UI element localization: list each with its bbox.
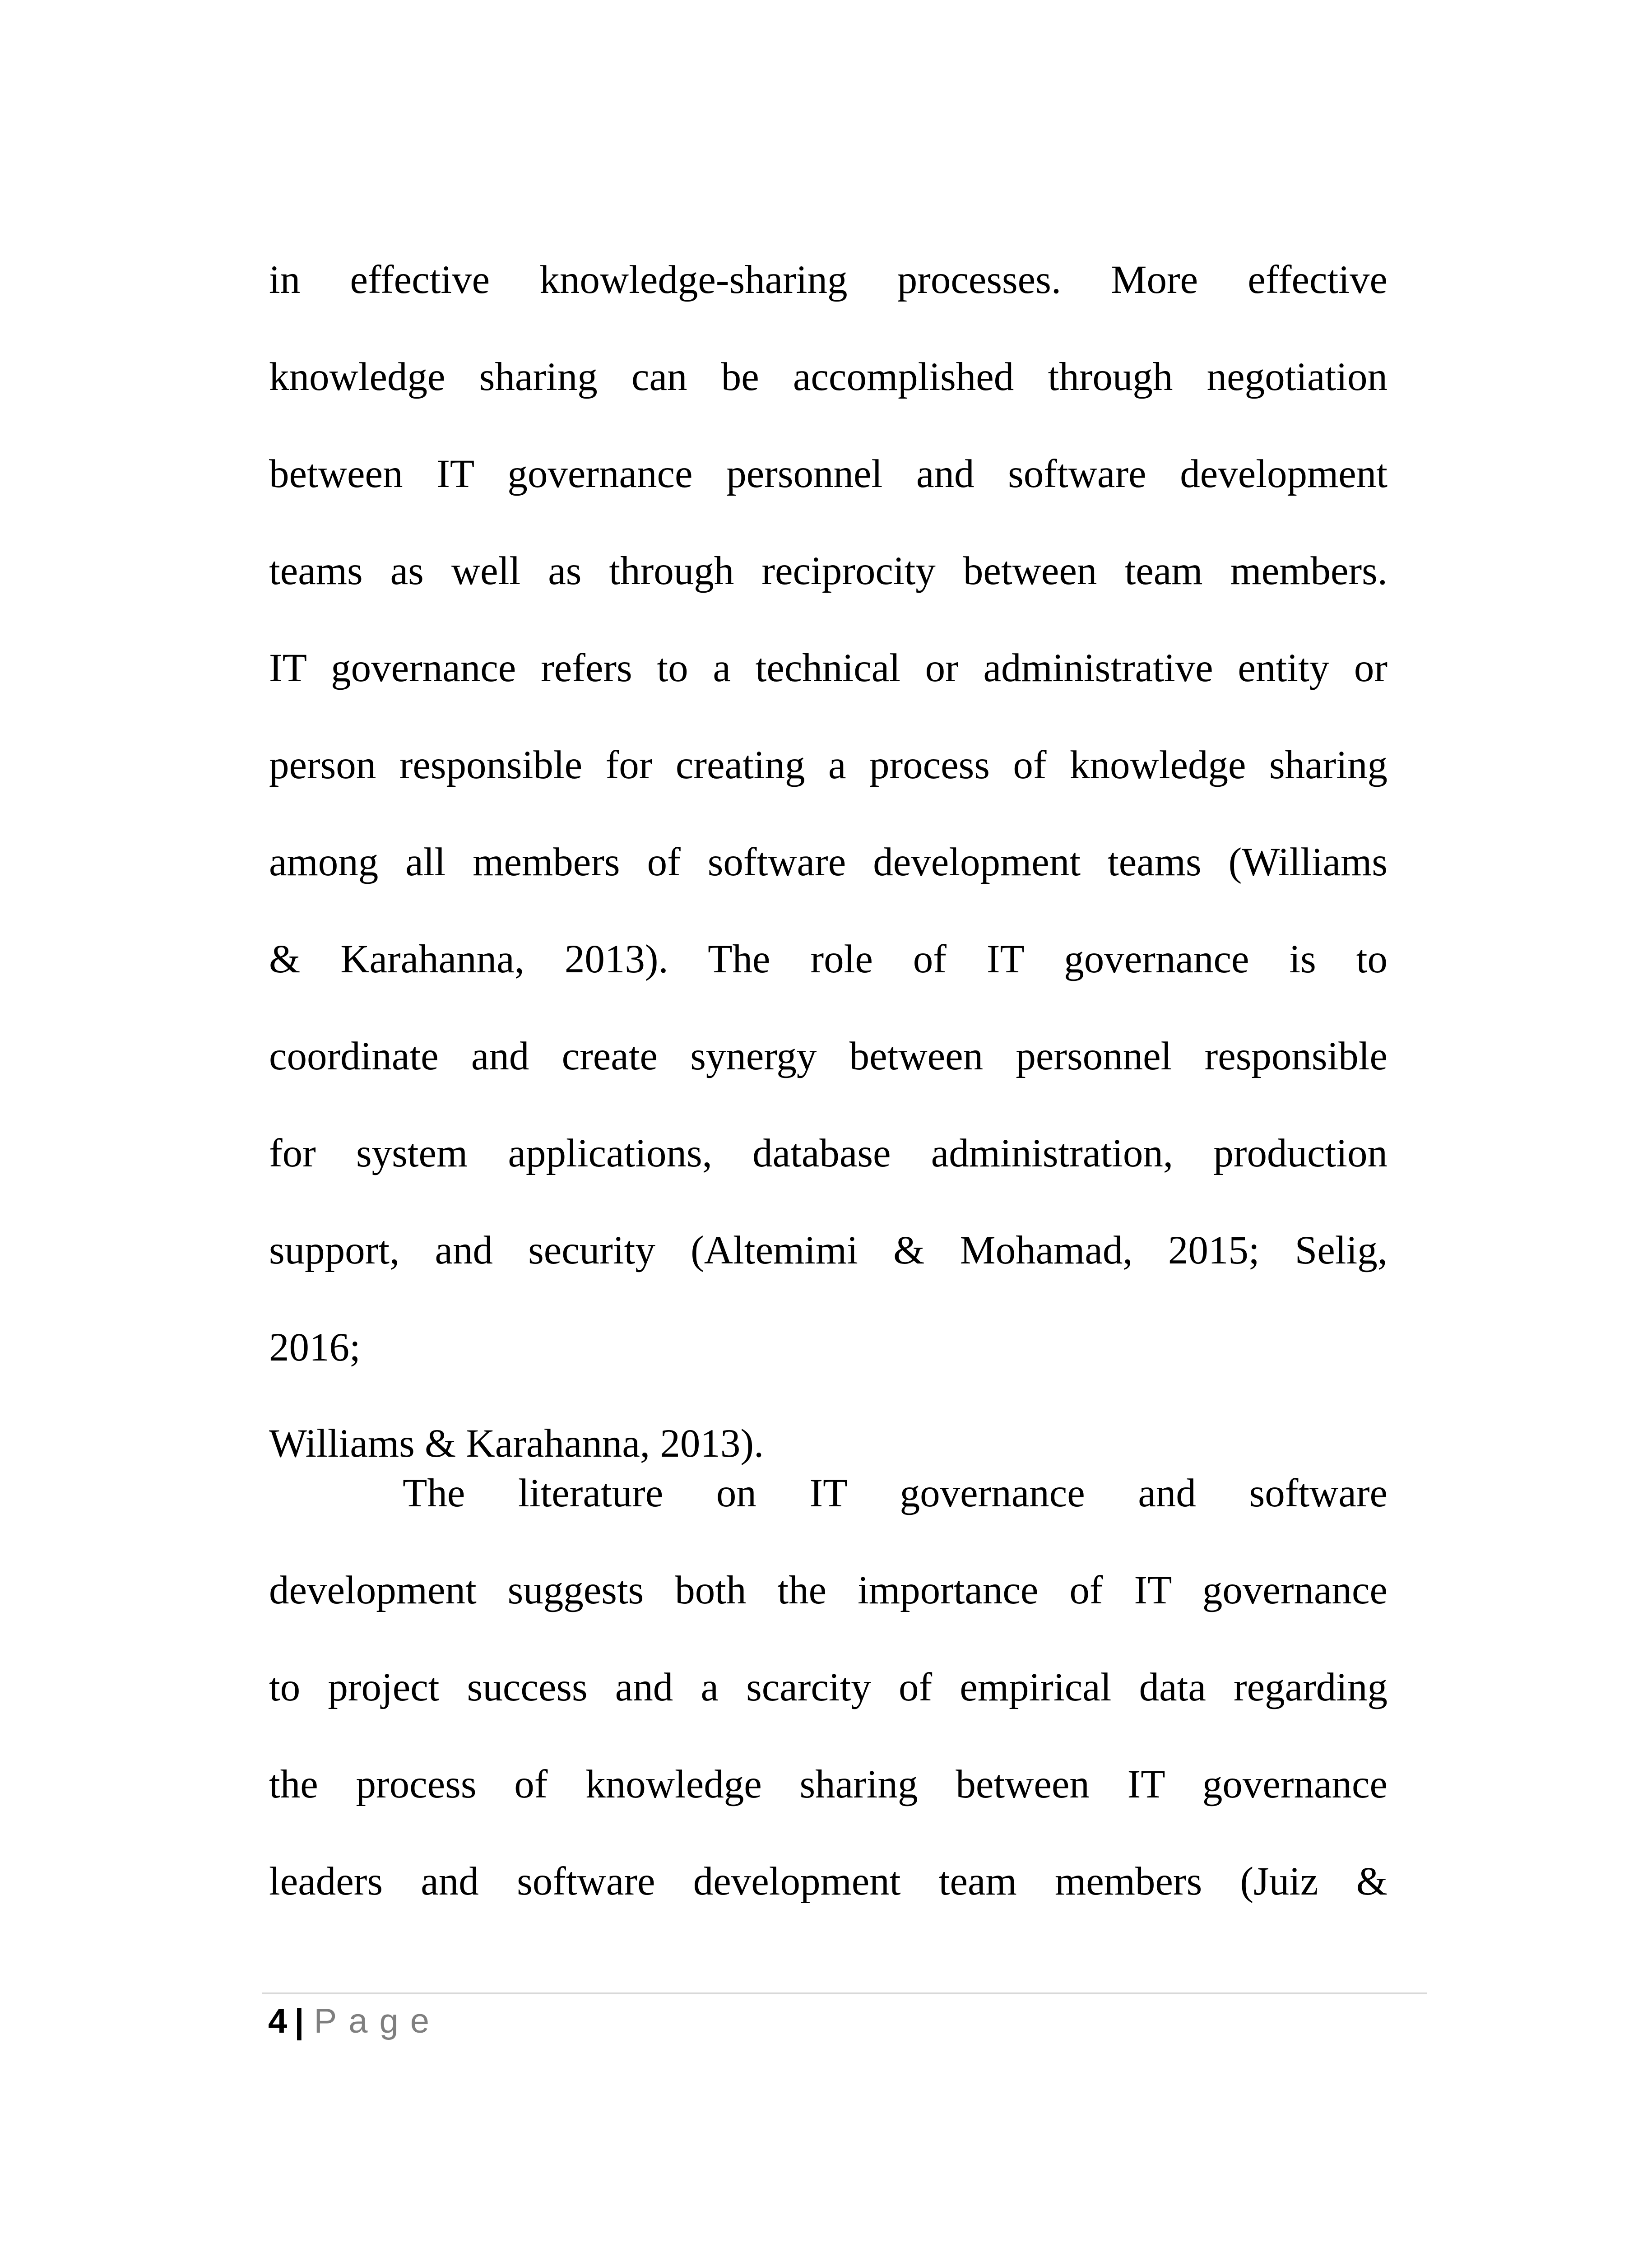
body-text-line: for system applications, database administration, production [269, 1131, 1387, 1175]
body-text-line: person responsible for creating a process of knowledge sharing [269, 743, 1387, 787]
body-text-line: in effective knowledge-sharing processes. More effective [269, 258, 1387, 302]
body-text-line: IT governance refers to a technical or administrative entity or [269, 646, 1387, 690]
body-text-line: development suggests both the importance of IT governance [269, 1568, 1387, 1612]
body-text-line: knowledge sharing can be accomplished through negotiation [269, 355, 1387, 399]
body-text-line: among all members of software development teams (Williams [269, 840, 1387, 884]
body-text-line: teams as well as through reciprocity between team members. [269, 549, 1387, 593]
body-text-line: 2016; [269, 1325, 361, 1370]
paragraph-first-line: The literature on IT governance and software [403, 1471, 1387, 1515]
page-footer [268, 1999, 441, 2044]
footer-divider [262, 1992, 1427, 1994]
body-text-line: between IT governance personnel and software development [269, 452, 1387, 496]
body-text-line: coordinate and create synergy between personnel responsible [269, 1034, 1387, 1078]
body-text-line: support, and security (Altemimi & Mohamad, 2015; Selig, [269, 1228, 1387, 1272]
page-number-separator: | [294, 2002, 304, 2040]
body-text-line: & Karahanna, 2013). The role of IT governance is to [269, 937, 1387, 981]
page-label: Page [314, 2002, 441, 2040]
body-text-line: the process of knowledge sharing between IT governance [269, 1762, 1387, 1807]
body-text-line: leaders and software development team members (Juiz & [269, 1859, 1387, 1904]
body-text-line: Williams & Karahanna, 2013). [269, 1421, 764, 1466]
page-number: 4 [268, 2002, 288, 2040]
body-text-line: to project success and a scarcity of empirical data regarding [269, 1665, 1387, 1709]
